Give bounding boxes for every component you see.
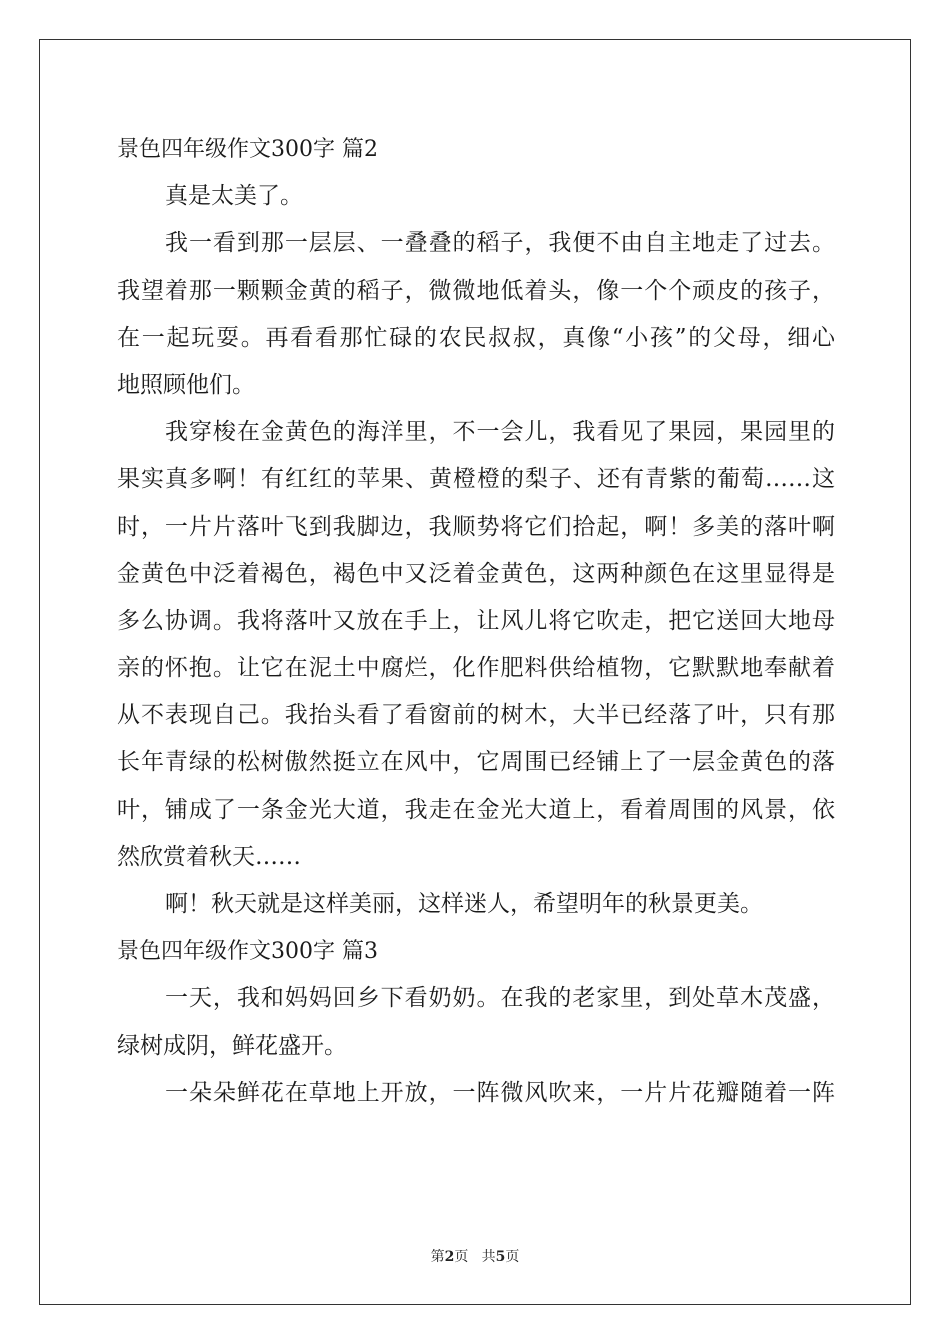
text-line: 真是太美了。	[165, 183, 303, 210]
section-heading: 景色四年级作文300字 篇2	[117, 137, 378, 162]
document-body	[117, 126, 835, 1117]
text-line: 我穿梭在金黄色的海洋里，不一会儿，我看见了果园，果园里的	[165, 419, 835, 446]
page-prefix: 第	[430, 1249, 445, 1265]
text-line: 亲的怀抱。让它在泥土中腐烂，化作肥料供给植物，它默默地奉献着	[117, 655, 835, 682]
text-line: 地照顾他们。	[117, 371, 255, 398]
text-line: 啊！秋天就是这样美丽，这样迷人，希望明年的秋景更美。	[165, 891, 763, 917]
total-prefix: 共	[481, 1249, 496, 1265]
paragraph	[117, 975, 835, 1069]
text-line: 长年青绿的松树傲然挺立在风中，它周围已经铺上了一层金黄色的落	[117, 749, 835, 776]
text-line: 我一看到那一层层、一叠叠的稻子，我便不由自主地走了过去。	[165, 230, 835, 257]
total-pages: 5	[495, 1249, 506, 1265]
page-number: 2	[444, 1249, 455, 1265]
section-heading: 景色四年级作文300字 篇3	[117, 939, 378, 965]
page-suffix: 页	[454, 1249, 469, 1265]
total-suffix: 页	[505, 1249, 520, 1265]
text-line: 果实真多啊！有红红的苹果、黄橙橙的梨子、还有青紫的葡萄……这	[117, 466, 835, 493]
text-line: 我望着那一颗颗金黄的稻子，微微地低着头，像一个个顽皮的孩子，	[117, 277, 835, 304]
paragraph	[117, 173, 835, 220]
page-footer	[0, 1246, 950, 1266]
paragraph	[117, 881, 835, 928]
text-line: 然欣赏着秋天……	[117, 843, 301, 870]
text-line: 一天，我和妈妈回乡下看奶奶。在我的老家里，到处草木茂盛，	[165, 985, 835, 1012]
text-line: 在一起玩耍。再看看那忙碌的农民叔叔，真像“小孩”的父母，细心	[117, 324, 835, 351]
paragraph	[117, 409, 835, 881]
text-line: 从不表现自己。我抬头看了看窗前的树木，大半已经落了叶，只有那	[117, 702, 835, 729]
text-line: 多么协调。我将落叶又放在手上，让风儿将它吹走，把它送回大地母	[117, 607, 835, 634]
paragraph	[117, 220, 835, 409]
text-line: 时，一片片落叶飞到我脚边，我顺势将它们拾起，啊！多美的落叶啊	[117, 513, 835, 540]
text-line: 金黄色中泛着褐色，褐色中又泛着金黄色，这两种颜色在这里显得是	[117, 560, 835, 587]
text-line: 叶，铺成了一条金光大道，我走在金光大道上，看着周围的风景，依	[117, 796, 835, 823]
text-line: 一朵朵鲜花在草地上开放，一阵微风吹来，一片片花瓣随着一阵	[165, 1079, 835, 1106]
paragraph	[117, 1070, 835, 1117]
text-line: 绿树成阴，鲜花盛开。	[117, 1032, 347, 1059]
